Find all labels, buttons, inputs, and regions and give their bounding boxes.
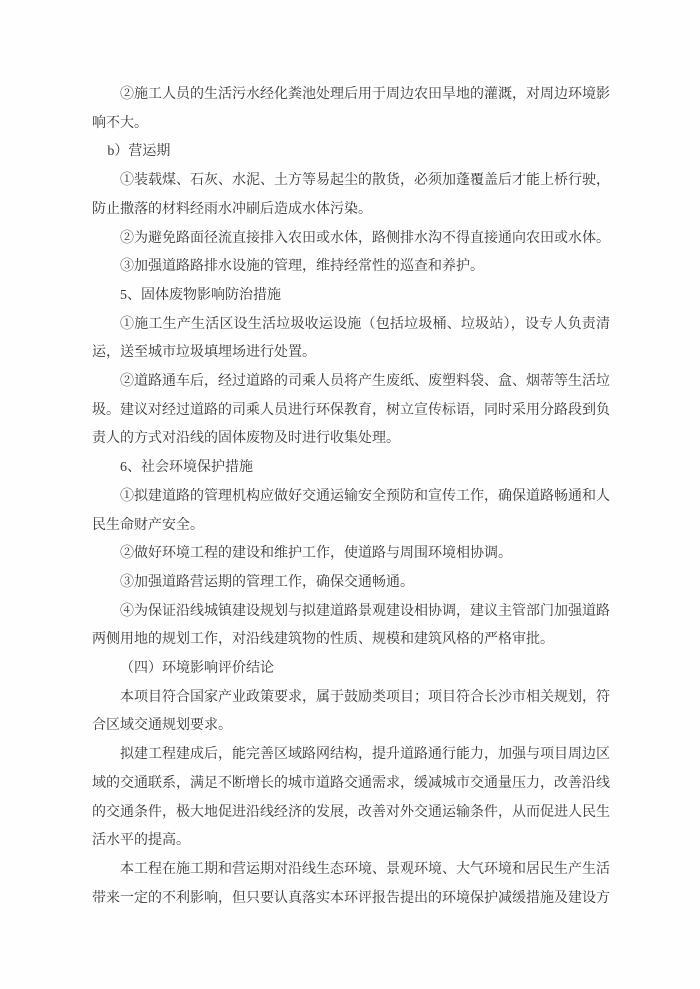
- heading-solid-waste-measures: 5、固体废物影响防治措施: [120, 287, 281, 303]
- para-traffic-safety: ①拟建道路的管理机构应做好交通运输安全预防和宣传工作，确保道路畅通和人民生命财产安全。: [92, 488, 610, 533]
- para-dust-cargo-cover: ①装载煤、石灰、水泥、土方等易起尘的散货，必须加蓬覆盖后才能上桥行驶，防止撒落的材料经雨水冲刷后造成水体污染。: [92, 173, 610, 217]
- para-road-runoff: ②为避免路面径流直接排入农田或水体，路侧排水沟不得直接通向农田或水体。: [120, 230, 610, 246]
- heading-social-environment-measures: 6、社会环境保护措施: [120, 460, 253, 476]
- para-planning-approval: ④为保证沿线城镇建设规划与拟建道路景观建设相协调，建议主管部门加强道路两侧用地的规划工作，对沿线建筑物的性质、规模和建筑风格的严格审批。: [92, 603, 610, 648]
- heading-eia-conclusion: （四）环境影响评价结论: [120, 661, 274, 677]
- para-environment-engineering: ②做好环境工程的建设和维护工作，使道路与周围环境相协调。: [120, 546, 512, 562]
- para-drainage-management: ③加强道路路排水设施的管理，维持经常性的巡查和养护。: [120, 259, 484, 275]
- heading-operation-period: b）营运期: [107, 144, 171, 160]
- para-traffic-garbage: ②道路通车后，经过道路的司乘人员将产生废纸、废塑料袋、盒、烟蒂等生活垃圾。建议对经过道路的司乘人员进行环保教育，树立宣传标语，同时采用分路段到负责人的方式对沿线的固体废物及时进行收集处理。: [92, 374, 610, 447]
- para-policy-compliance: 本项目符合国家产业政策要求，属于鼓励类项目；项目符合长沙市相关规划，符合区域交通规划要求。: [92, 689, 610, 734]
- para-project-benefits: 拟建工程建成后，能完善区域路网结构，提升道路通行能力，加强与项目周边区域的交通联系，满足不断增长的城市道路交通需求，缓减城市交通量压力，改善沿线的交通条件，极大地促进沿线经济的发展，改善对外交通运输条件，从而促进人民生活水平的提高。: [92, 747, 610, 849]
- para-sewage-treatment: ②施工人员的生活污水经化粪池处理后用于周边农田旱地的灌溉，对周边环境影响不大。: [92, 87, 610, 131]
- para-adverse-impacts: 本工程在施工期和营运期对沿线生态环境、景观环境、大气环境和居民生产生活带来一定的不利影响，但只要认真落实本环评报告提出的环境保护减缓措施及建设方: [92, 861, 610, 906]
- para-construction-garbage: ①施工生产生活区设生活垃圾收运设施（包括垃圾桶、垃圾站），设专人负责清运，送至城市垃圾填埋场进行处置。: [92, 316, 610, 361]
- para-operation-management: ③加强道路营运期的管理工作，确保交通畅通。: [120, 574, 414, 590]
